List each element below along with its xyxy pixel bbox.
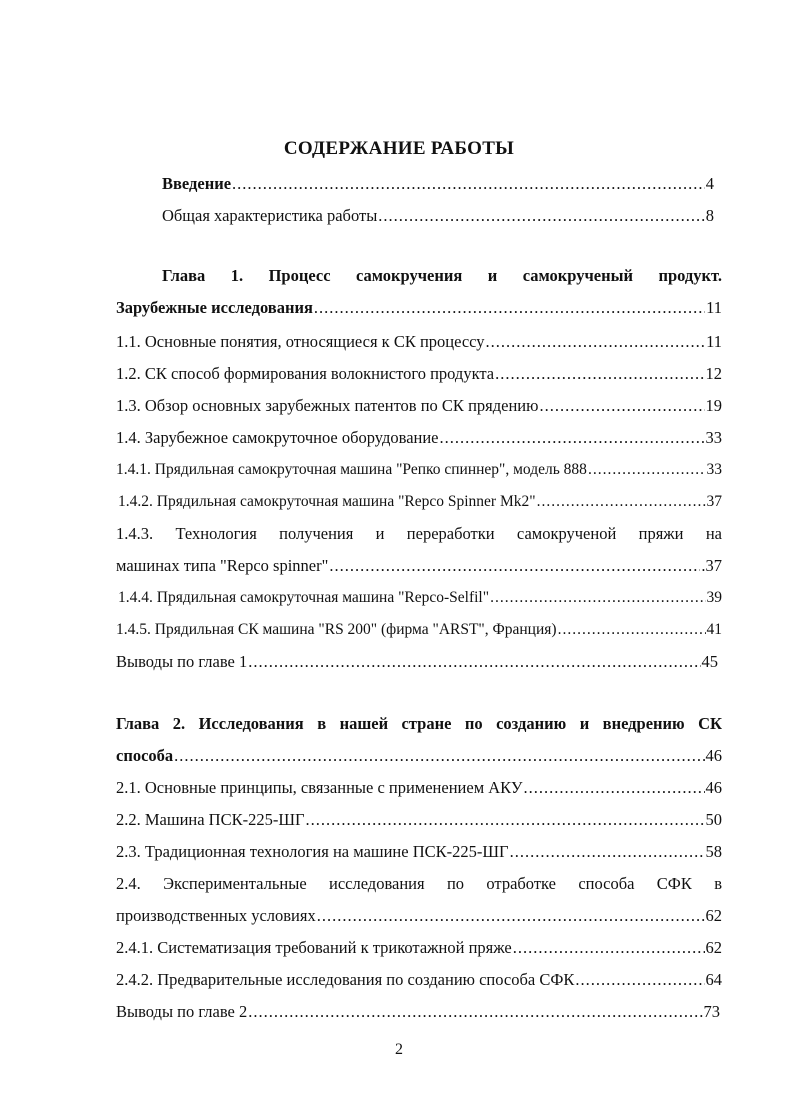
toc-leader-dots xyxy=(232,174,705,194)
toc-entry-title: производственных условиях xyxy=(116,906,316,925)
toc-entry-title: способа xyxy=(116,746,174,765)
toc-chapter-1-heading-continued xyxy=(116,298,722,318)
toc-chapter-2-heading-continued xyxy=(116,746,722,766)
toc-entry-page: 19 xyxy=(705,396,722,415)
toc-entry-2-2 xyxy=(116,810,722,830)
toc-leader-dots xyxy=(524,778,705,798)
toc-leader-dots xyxy=(539,396,704,416)
toc-leader-dots xyxy=(558,620,706,640)
toc-entry-1-1 xyxy=(116,332,722,352)
toc-leader-dots xyxy=(440,428,705,448)
toc-entry-title: машинах типа "Repco spinner" xyxy=(116,556,329,575)
toc-entry-page: 4 xyxy=(705,174,714,193)
toc-entry-1-4-4 xyxy=(118,588,722,608)
toc-entry-2-1 xyxy=(116,778,722,798)
toc-entry-2-4: 2.4. Экспериментальные исследования по отработке способа СФК в xyxy=(116,874,722,893)
toc-entry-page: 39 xyxy=(706,589,722,606)
toc-entry-page: 11 xyxy=(706,332,722,351)
toc-entry-page: 11 xyxy=(706,298,722,317)
toc-entry-1-2 xyxy=(116,364,722,384)
toc-leader-dots xyxy=(486,332,706,352)
toc-entry-page: 58 xyxy=(705,842,722,861)
toc-entry-page: 8 xyxy=(705,206,714,225)
toc-leader-dots xyxy=(495,364,704,384)
toc-entry-title: 1.4.4. Прядильная самокруточная машина "Repco-Selfil" xyxy=(118,589,490,606)
toc-entry-1-3 xyxy=(116,396,722,416)
toc-entry-title: Выводы по главе 1 xyxy=(116,652,248,671)
toc-entry-1-4-1 xyxy=(116,460,722,480)
toc-entry-title: Введение xyxy=(162,174,232,193)
toc-entry-1-4-5 xyxy=(116,620,722,640)
toc-leader-dots xyxy=(490,588,705,608)
toc-entry-title: 1.2. СК способ формирования волокнистого продукта xyxy=(116,364,495,383)
toc-entry-conclusions-2 xyxy=(116,1002,720,1022)
toc-entry-page: 50 xyxy=(705,810,722,829)
toc-entry-page: 62 xyxy=(705,938,722,957)
toc-entry-1-4 xyxy=(116,428,722,448)
toc-entry-2-4-2 xyxy=(116,970,722,990)
toc-entry-title: 1.4. Зарубежное самокруточное оборудование xyxy=(116,428,439,447)
toc-entry-1-4-3-continued xyxy=(116,556,722,576)
toc-entry-title: Выводы по главе 2 xyxy=(116,1002,248,1021)
toc-leader-dots xyxy=(174,746,704,766)
toc-leader-dots xyxy=(306,810,705,830)
toc-entry-title: Общая характеристика работы xyxy=(162,206,378,225)
toc-chapter-2-heading: Глава 2. Исследования в нашей стране по созданию и внедрению СК xyxy=(116,714,722,733)
toc-entry-title: 1.1. Основные понятия, относящиеся к СК процессу xyxy=(116,332,485,351)
page-number: 2 xyxy=(395,1041,403,1058)
toc-entry-title: 2.2. Машина ПСК-225-ШГ xyxy=(116,810,305,829)
toc-leader-dots xyxy=(510,842,705,862)
toc-entry-page: 33 xyxy=(705,428,722,447)
page-title: СОДЕРЖАНИЕ РАБОТЫ xyxy=(283,138,515,159)
toc-entry-1-4-2 xyxy=(118,492,722,512)
toc-entry-2-4-continued xyxy=(116,906,722,926)
toc-entry-title: 2.4.1. Систематизация требований к трикотажной пряже xyxy=(116,938,512,957)
toc-leader-dots xyxy=(588,460,706,480)
toc-leader-dots xyxy=(378,206,704,226)
toc-entry-2-3 xyxy=(116,842,722,862)
toc-chapter-1-heading: Глава 1. Процесс самокручения и самокрученый продукт. xyxy=(162,266,722,285)
toc-leader-dots xyxy=(314,298,705,318)
toc-entry-title: Зарубежные исследования xyxy=(116,298,313,317)
toc-entry-title: 1.4.1. Прядильная самокруточная машина "Репко спиннер", модель 888 xyxy=(116,461,587,478)
toc-leader-dots xyxy=(575,970,704,990)
toc-entry-page: .37 xyxy=(701,556,722,575)
toc-entry-page: 45 xyxy=(701,652,718,671)
toc-entry-page: 41 xyxy=(706,621,722,638)
toc-entry-title: 2.1. Основные принципы, связанные с применением АКУ xyxy=(116,778,523,797)
toc-leader-dots xyxy=(513,938,705,958)
toc-leader-dots xyxy=(537,492,706,512)
toc-entry-title: 2.3. Традиционная технология на машине ПСК-225-ШГ xyxy=(116,842,509,861)
toc-entry-general-characteristics xyxy=(162,206,714,226)
toc-entry-title: 1.4.2. Прядильная самокруточная машина "Repco Spinner Mk2" xyxy=(118,493,536,510)
toc-leader-dots xyxy=(329,556,700,576)
toc-entry-page: 33 xyxy=(706,461,722,478)
toc-entry-page: 12 xyxy=(705,364,722,383)
toc-entry-page: 62 xyxy=(705,906,722,925)
toc-entry-page: 37 xyxy=(706,493,722,510)
toc-entry-page: 46 xyxy=(705,746,722,765)
toc-entry-conclusions-1 xyxy=(116,652,718,672)
toc-leader-dots xyxy=(248,652,700,672)
toc-leader-dots xyxy=(317,906,705,926)
toc-leader-dots xyxy=(248,1002,702,1022)
toc-entry-page: 73 xyxy=(703,1002,720,1021)
toc-entry-title: 1.3. Обзор основных зарубежных патентов по СК прядению xyxy=(116,396,539,415)
toc-entry-page: 46 xyxy=(705,778,722,797)
toc-entry-1-4-3: 1.4.3. Технология получения и переработки самокрученой пряжи на xyxy=(116,524,722,543)
toc-entry-2-4-1 xyxy=(116,938,722,958)
toc-entry-title: 2.4.2. Предварительные исследования по созданию способа СФК xyxy=(116,970,575,989)
toc-entry-introduction xyxy=(162,174,714,194)
toc-entry-title: 1.4.5. Прядильная СК машина "RS 200" (фирма "ARST", Франция) xyxy=(116,621,557,638)
toc-entry-page: 64 xyxy=(705,970,722,989)
